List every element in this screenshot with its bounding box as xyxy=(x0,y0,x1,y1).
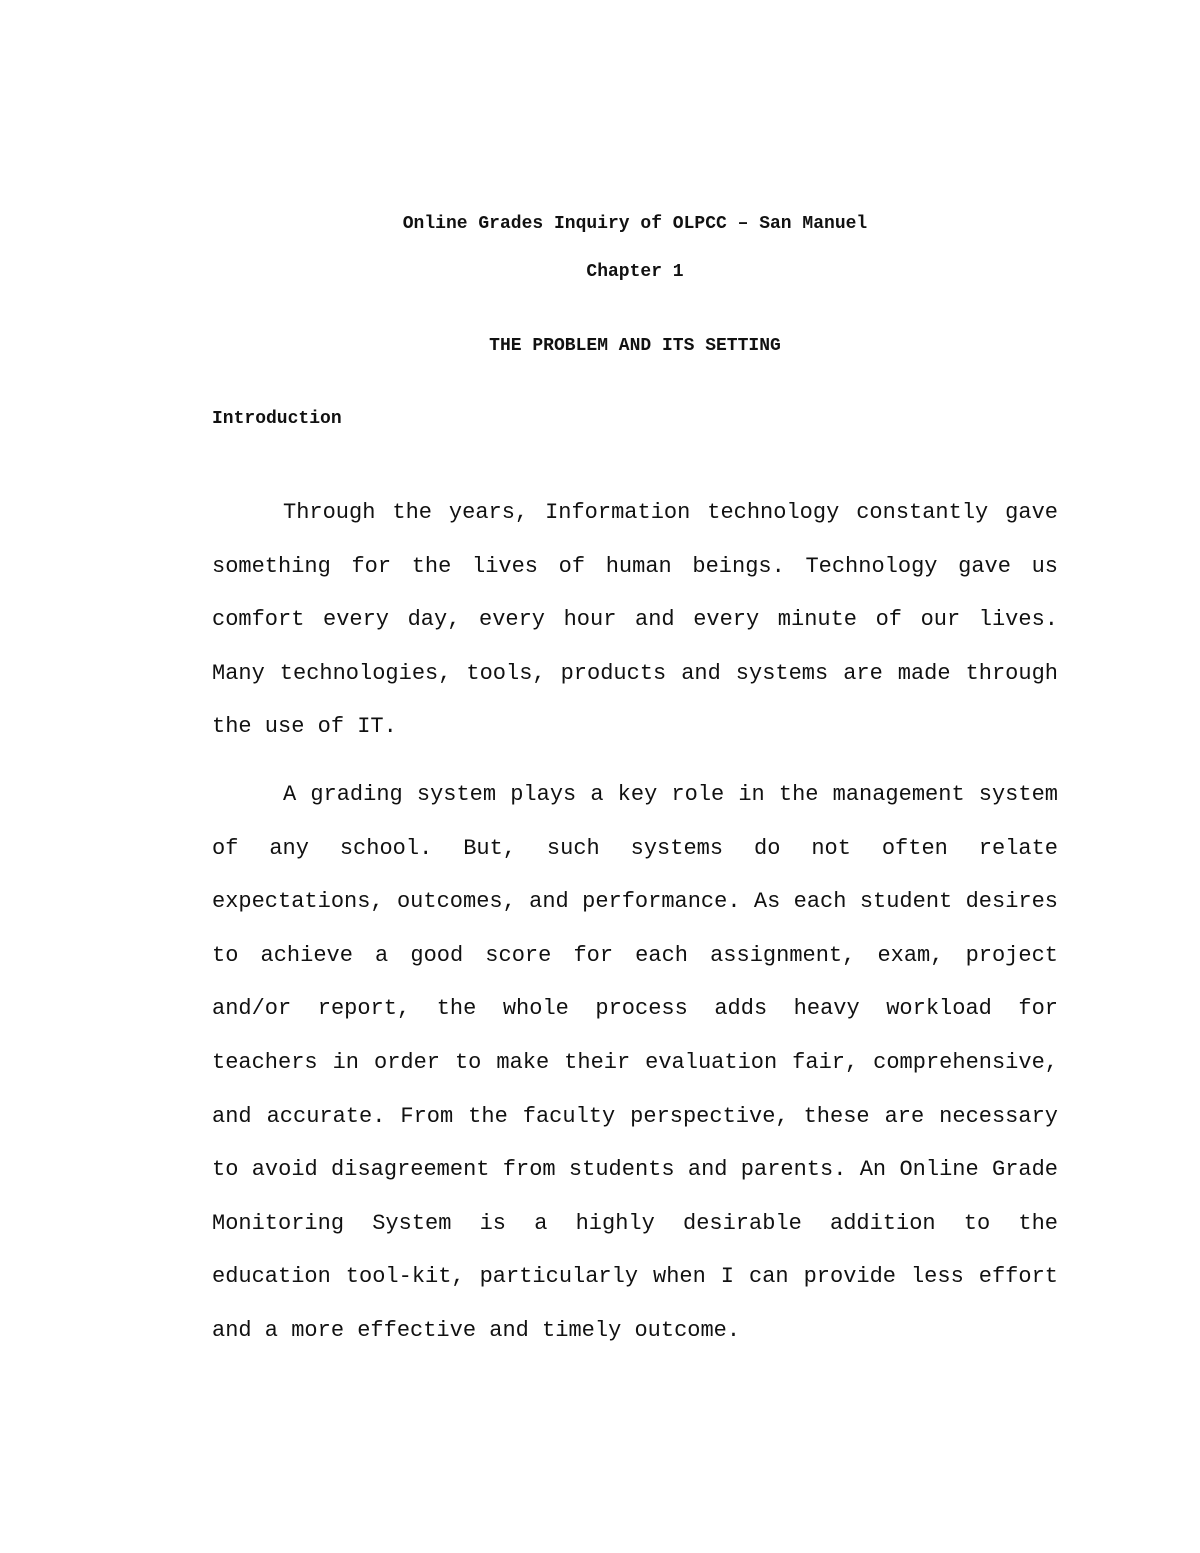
body-paragraph-1: Through the years, Information technology constantly gave something for the lives of human beings. Technology gave us comfort every day, every hour and every minute of our lives. Many technologies, tools, products and systems are made through the use of IT. xyxy=(212,500,1058,740)
section-title: THE PROBLEM AND ITS SETTING xyxy=(489,336,781,356)
body-paragraph-2: A grading system plays a key role in the management system of any school. But, such systems do not often relate expectations, outcomes, and performance. As each student desires to achieve a good score for each assignment, exam, project and/or report, the whole process adds heavy workload for teachers in order to make their evaluation fair, comprehensive, and accurate. From the faculty perspective, these are necessary to avoid disagreement from students and parents. An Online Grade Monitoring System is a highly desirable addition to the education tool-kit, particularly when I can provide less effort and a more effective and timely outcome. xyxy=(212,782,1058,1343)
introduction-heading: Introduction xyxy=(212,409,342,429)
chapter-label: Chapter 1 xyxy=(586,262,684,282)
document-title: Online Grades Inquiry of OLPCC – San Manuel xyxy=(402,214,868,234)
